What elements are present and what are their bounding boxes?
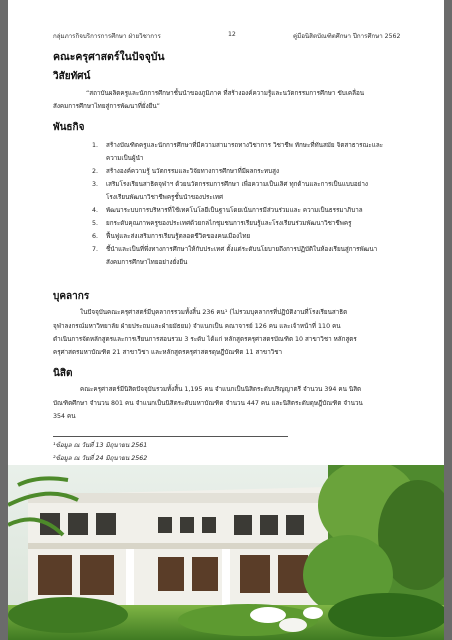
- personnel-heading: บุคลากร: [53, 291, 90, 302]
- page-number: 12: [228, 31, 236, 38]
- personnel-line-3: ดำเนินการจัดหลักสูตรและการเรียนการสอนรวม 3 ระดับ ได้แก่ หลักสูตรครุศาสตรบัณฑิต 10 สาขาวิชา หลักสูตร: [53, 336, 357, 343]
- list-item: 1. สร้างบัณฑิตครูและนักการศึกษาที่มีความสามารถทางวิชาการ วิชาชีพ ทักษะที่ทันสมัย จิตสาธารณะและ ความเป็นผู้นำ: [92, 142, 384, 162]
- students-line-1: คณะครุศาสตร์มีนิสิตปัจจุบันรวมทั้งสิ้น 1,195 คน จำแนกเป็นนิสิตระดับปริญญาตรี จำนวน 394 คน นิสิต: [80, 386, 362, 393]
- footnote-2: ²ข้อมูล ณ วันที่ 24 มิถุนายน 2562: [53, 455, 148, 462]
- students-line-2: บัณฑิตศึกษา จำนวน 801 คน จำแนกเป็นนิสิตระดับมหาบัณฑิต จำนวน 447 คน และนิสิตระดับดุษฎีบัณฑิต จำนวน: [53, 400, 363, 407]
- vision-line-1: “สถาบันผลิตครูและนักการศึกษาชั้นนำของภูมิภาค ที่สร้างองค์ความรู้และนวัตกรรมการศึกษา ขับเคลื่อน: [86, 90, 365, 97]
- list-item: 6. ฟื้นฟูและส่งเสริมการเรียนรู้ตลอดชีวิตของคนเมืองไทย: [92, 233, 251, 240]
- list-item: 4. พัฒนาระบบการบริหารที่ใช้เทคโนโลยีเป็นฐานโดยเน้นการมีส่วนร่วมและ ความเป็นธรรมาภิบาล: [92, 207, 363, 214]
- building-photo: [8, 465, 444, 640]
- footnote-divider: [53, 436, 288, 437]
- footnote-1: ¹ข้อมูล ณ วันที่ 13 มิถุนายน 2561: [53, 442, 148, 449]
- list-item: 3. เสริมโรงเรียนสาธิตจุฬาฯ ด้วยนวัตกรรมการศึกษา เพื่อความเป็นเลิศ ทุกด้านและการเป็นแบบอย่าง โรงเรียนพัฒนาวิชาชีพครูชั้นนำของประเทศ: [92, 181, 368, 201]
- personnel-line-1: ในปัจจุบันคณะครุศาสตร์มีบุคลากรรวมทั้งสิ้น 236 คน¹ (ไม่รวมบุคลากรที่ปฏิบัติงานที่โรงเรียนสาธิต: [80, 309, 348, 316]
- list-item: 5. ยกระดับคุณภาพครูของประเทศด้วยกลไกชุมชนการเรียนรู้และโรงเรียนร่วมพัฒนาวิชาชีพครู: [92, 220, 352, 227]
- mission-heading: พันธกิจ: [53, 122, 85, 133]
- students-line-3: 354 คน: [53, 413, 76, 420]
- personnel-line-4: ครุศาสตรมหาบัณฑิต 21 สาขาวิชา และหลักสูตรครุศาสตรดุษฎีบัณฑิต 11 สาขาวิชา: [53, 349, 283, 356]
- header-right: คู่มือนิสิตบัณฑิตศึกษา ปีการศึกษา 2562: [293, 33, 401, 40]
- page-title: คณะครุศาสตร์ในปัจจุบัน: [53, 51, 165, 63]
- vision-line-2: สังคมการศึกษาไทยสู่การพัฒนาที่ยั่งยืน”: [53, 103, 160, 110]
- header-left: กลุ่มภารกิจบริการการศึกษา ฝ่ายวิชาการ: [53, 33, 161, 40]
- list-item: 2. สร้างองค์ความรู้ นวัตกรรมและวิจัยทางการศึกษาที่มีผลกระทบสูง: [92, 168, 280, 175]
- document-page: [8, 0, 444, 640]
- vision-heading: วิสัยทัศน์: [53, 71, 91, 82]
- personnel-line-2: จุฬาลงกรณ์มหาวิทยาลัย ฝ่ายประถมและฝ่ายมัธยม) จำแนกเป็น คณาจารย์ 126 คน และเจ้าหน้าที่ 110 คน: [53, 323, 341, 330]
- mission-list: [92, 139, 422, 269]
- students-heading: นิสิต: [53, 368, 73, 379]
- list-item: 7. ชี้นำและเป็นที่พึ่งทางการศึกษาให้กับประเทศ ตั้งแต่ระดับนโยบายถึงการปฏิบัติในห้องเรียนสู่การพัฒนา สังคมการศึกษาไทยอย่างยั่งยืน: [92, 246, 378, 266]
